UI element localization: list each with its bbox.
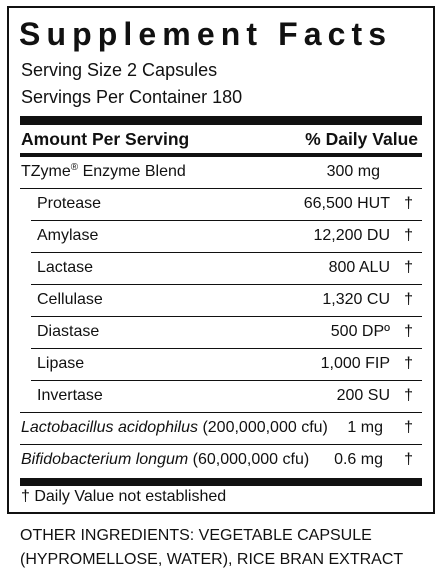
registered-mark: ® — [70, 162, 79, 173]
other-ingredients — [20, 524, 440, 572]
daily-value-mark: † — [404, 259, 413, 276]
list-item — [20, 445, 422, 476]
panel-title: Supplement Facts — [19, 16, 393, 52]
list-item — [20, 317, 422, 348]
daily-value-mark: † — [404, 451, 413, 468]
enzyme-amount: 800 ALU — [328, 259, 390, 276]
amount-per-serving-header: Amount Per Serving — [21, 129, 190, 149]
daily-value-mark: † — [404, 291, 413, 308]
enzyme-amount: 200 SU — [336, 387, 390, 404]
enzyme-amount: 12,200 DU — [313, 227, 390, 244]
daily-value-mark: † — [404, 323, 413, 340]
servings-per-container: Servings Per Container 180 — [21, 87, 243, 107]
daily-value-mark: † — [404, 387, 413, 404]
blend-name: TZyme® Enzyme Blend — [21, 162, 186, 180]
enzyme-name: Amylase — [37, 227, 99, 244]
enzyme-name: Invertase — [37, 387, 103, 404]
daily-value-mark: † — [404, 227, 413, 244]
list-item — [20, 349, 422, 380]
list-item — [20, 285, 422, 316]
probiotic-name: Lactobacillus acidophilus (200,000,000 cfu) — [21, 419, 328, 436]
probiotic-amount: 1 mg — [347, 419, 383, 436]
list-item — [20, 221, 422, 252]
list-item — [20, 189, 422, 220]
probiotic-amount: 0.6 mg — [334, 451, 383, 468]
daily-value-mark: † — [404, 195, 413, 212]
list-item — [20, 413, 422, 444]
enzyme-amount: 1,320 CU — [322, 291, 390, 308]
list-item — [20, 253, 422, 284]
divider-thick-top — [20, 116, 422, 125]
column-header — [21, 125, 418, 153]
enzyme-amount: 500 DPº — [330, 323, 390, 340]
blend-amount: 300 mg — [326, 163, 380, 180]
daily-value-mark: † — [404, 355, 413, 372]
enzyme-name: Cellulase — [37, 291, 103, 308]
supplement-facts-panel — [7, 6, 435, 514]
blend-row — [20, 157, 422, 188]
other-ingredients-line: (HYPROMELLOSE, WATER), RICE BRAN EXTRACT — [20, 551, 404, 568]
list-item — [20, 381, 422, 412]
divider-thick-bottom — [20, 478, 422, 486]
enzyme-name: Lactase — [37, 259, 94, 276]
daily-value-mark: † — [404, 419, 413, 436]
enzyme-amount: 1,000 FIP — [320, 355, 390, 372]
footnote: † Daily Value not established — [21, 488, 227, 505]
enzyme-name: Lipase — [37, 355, 85, 372]
daily-value-header: % Daily Value — [305, 129, 418, 149]
enzyme-name: Diastase — [37, 323, 100, 340]
serving-size: Serving Size 2 Capsules — [21, 60, 218, 80]
enzyme-name: Protease — [37, 195, 102, 212]
enzyme-amount: 66,500 HUT — [303, 195, 390, 212]
other-ingredients-line: OTHER INGREDIENTS: VEGETABLE CAPSULE — [20, 527, 372, 544]
probiotic-name: Bifidobacterium longum (60,000,000 cfu) — [21, 451, 310, 468]
